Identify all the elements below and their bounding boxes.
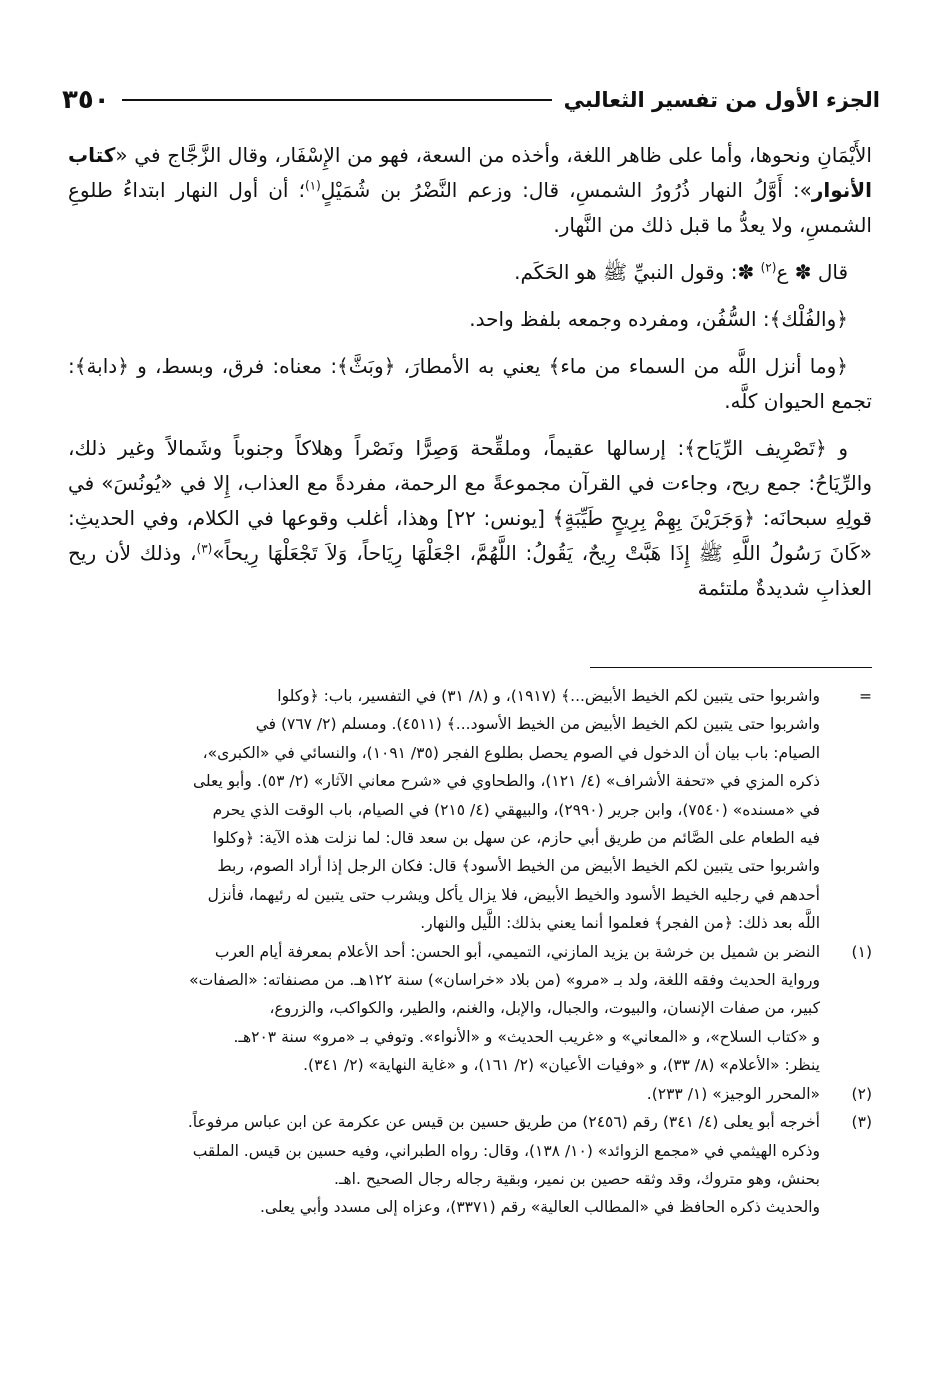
footnote-line: النضر بن شميل بن خرشة بن يزيد المازني، التميمي، أبو الحسن: أحد الأعلام بمعرفة أيام العرب	[214, 942, 820, 961]
footnote-ref-3[interactable]: (٣)	[196, 541, 213, 556]
footnote-1-body	[68, 938, 820, 1080]
footnote-divider	[590, 667, 872, 668]
footnote-continued-body	[68, 682, 820, 938]
footnote-1-number: (١)	[851, 942, 872, 961]
footnote-3-number: (٣)	[851, 1113, 872, 1132]
footnote-line: أحدهم في رجليه الخيط الأسود والخيط الأبيض، فلا يزال يأكل ويشرب حتى يتبين له رئيهما، فأنزل	[207, 885, 820, 904]
paragraph-1-text-b: »: أَوَّلُ النهار ذُرُورُ الشمسِ، قال: وزعم النَّضْرُ بن شُمَيْلٍ	[320, 178, 812, 202]
paragraph-5	[68, 431, 872, 606]
footnote-1	[68, 938, 872, 1080]
paragraph-4: ﴿وما أنزل اللَّه من السماء من ماء﴾ يعني به الأمطارَ، ﴿وبَثَّ﴾: معناه: فرق، وبسط، و ﴿دابة﴾: تجمع الحيوان كلَّه.	[68, 354, 872, 413]
footnote-line: واشربوا حتى يتبين لكم الخيط الأبيض من الخيط الأسود...﴾ (٤٥١١). ومسلم (٢/ ٧٦٧) في	[255, 715, 820, 734]
footnote-2-number: (٢)	[851, 1084, 872, 1103]
page-number: ٣٥٠	[62, 85, 110, 115]
footnote-2-body	[68, 1080, 820, 1108]
footnote-2	[68, 1080, 872, 1108]
footnote-line: الصيام: باب بيان أن الدخول في الصوم يحصل بطلوع الفجر (٣٥/ ١٠٩١)، والنسائي في «الكبرى»،	[202, 743, 820, 762]
paragraph-2-text: قال ✽ ع	[776, 260, 848, 284]
footnote-line: ذكره المزي في «تحفة الأشراف» (٤/ ١٢١)، والطحاوي في «شرح معاني الآثار» (٢/ ٥٣). وأبو يعلى	[192, 772, 820, 791]
paragraph-1	[68, 138, 872, 243]
footnote-line: اللَّه بعد ذلك: ﴿من الفجر﴾ فعلموا أنما يعني بذلك: اللَّيل والنهار.	[420, 914, 820, 933]
paragraph-3: ﴿والفُلْك﴾: السُّفُن، ومفرده وجمعه بلفظ واحد.	[469, 307, 848, 331]
footnote-line: واشربوا حتى يتبين لكم الخيط الأبيض...﴾ (١٩١٧)، و (٨/ ٣١) في التفسير، باب: ﴿وكلوا	[277, 687, 820, 705]
footnote-line: و «كتاب السلاح»، و «المعاني» و «غريب الحديث» و «الأنواء». وتوفي بـ «مرو» سنة ٢٠٣هـ.	[233, 1027, 820, 1046]
paragraph-1-text-c: ؛ أن أول النهار ابتداءُ طلوعِ الشمسِ، ولا يعدُّ ما قبل ذلك من النَّهار.	[68, 178, 872, 237]
header-rule	[122, 99, 552, 101]
footnote-line: والحديث ذكره الحافظ في «المطالب العالية» رقم (٣٣٧١)، وعزاه إلى مسدد وأبي يعلى.	[260, 1198, 820, 1217]
continuation-marker: =	[859, 687, 872, 705]
book-title-bold: كتاب الأنوار	[68, 143, 872, 202]
footnote-line: «المحرر الوجيز» (١/ ٢٣٣).	[646, 1084, 820, 1103]
page-header	[62, 80, 880, 120]
footnote-continued	[68, 682, 872, 938]
footnotes	[68, 682, 872, 1222]
footnote-line: أخرجه أبو يعلى (٤/ ٣٤١) رقم (٢٤٥٦) من طريق حسين بن قيس عن عكرمة عن ابن عباس مرفوعاً.	[187, 1113, 820, 1132]
footnote-line: واشربوا حتى يتبين لكم الخيط الأبيض من الخيط الأسود﴾ قال: فكان الرجل إذا أراد الصوم، ربط	[217, 857, 820, 876]
paragraph-2-text-b: ✽: وقول النبيِّ ﷺ هو الحَكَم.	[514, 260, 761, 284]
footnote-ref-2[interactable]: (٢)	[760, 260, 777, 275]
footnote-3	[68, 1108, 872, 1222]
paragraph-1-text: الأَيْمَانِ ونحوها، وأما على ظاهر اللغة، وأخذه من السعة، فهو من الإِسْفَار، وقال الزَّجَّاج في «	[115, 143, 872, 167]
paragraph-5-text: و ﴿تَصْرِيف الرِّيَاح﴾: إرسالها عقيماً، وملقِّحة وَصِرًّا ونَصْراً وهلاكاً وجنوباً وشَمالاً وغير ذلك، والرِّيَاحُ: جمع ريح، وجاءت في القرآن مجموعةً مع الرحمة، مفردةً مع العذاب، إِلا في «يُونُسَ» في قولِهِ سبحانَه: ﴿وَجَرَيْنَ بِهِمْ بِرِيحٍ طَيِّبَةٍ﴾ [يونس: ٢٢] وهذا، أغلب وقوعها في الكلام، وفي الحديثِ: «كَانَ رَسُولُ اللَّهِ ﷺ إِذَا هَبَّتْ رِيحٌ، يَقُولُ: اللَّهُمَّ، اجْعَلْهَا رِيَاحاً، وَلاَ تَجْعَلْهَا رِيحاً»	[68, 436, 872, 565]
footnote-ref-1[interactable]: (١)	[304, 178, 321, 193]
footnote-line: فيه الطعام على الصَّائم من طريق أبي حازم، عن سهل بن سعد قال: لما نزلت هذه الآية: ﴿وكلوا	[212, 829, 820, 848]
footnote-line: وذكره الهيثمي في «مجمع الزوائد» (١٠/ ١٣٨)، وقال: رواه الطبراني، وفيه حسين بن قيس. الملقب	[192, 1141, 820, 1160]
running-title: الجزء الأول من تفسير الثعالبي	[563, 88, 880, 112]
footnote-3-body	[68, 1108, 820, 1222]
main-text	[68, 138, 872, 618]
footnote-line: ينظر: «الأعلام» (٨/ ٣٣)، و «وفيات الأعيان» (٢/ ١٦١)، و «غاية النهاية» (٢/ ٣٤١).	[303, 1056, 820, 1075]
paragraph-2	[68, 255, 872, 290]
paragraph-5-text-b: ، وذلك لأن ريح العذابِ شديدةٌ ملتئمة	[68, 541, 872, 600]
footnote-line: في «مسنده» (٧٥٤٠)، وابن جرير (٢٩٩٠)، والبيهقي (٤/ ٢١٥) في الصيام، باب الوقت الذي يحرم	[212, 800, 820, 819]
footnote-line: بحنش، وهو متروك، وقد وثقه حصين بن نمير، وبقية رجاله رجال الصحيح .اهـ.	[334, 1169, 820, 1188]
footnote-line: ورواية الحديث وفقه اللغة، ولد بـ «مرو» (من بلاد «خراسان») سنة ١٢٢هـ. من مصنفاته: «الصفات»	[189, 971, 820, 990]
footnote-line: كبير، من صفات الإنسان، والبيوت، والجبال، والإبل، والغنم، والطير، والكواكب، والزروع،	[269, 999, 820, 1018]
